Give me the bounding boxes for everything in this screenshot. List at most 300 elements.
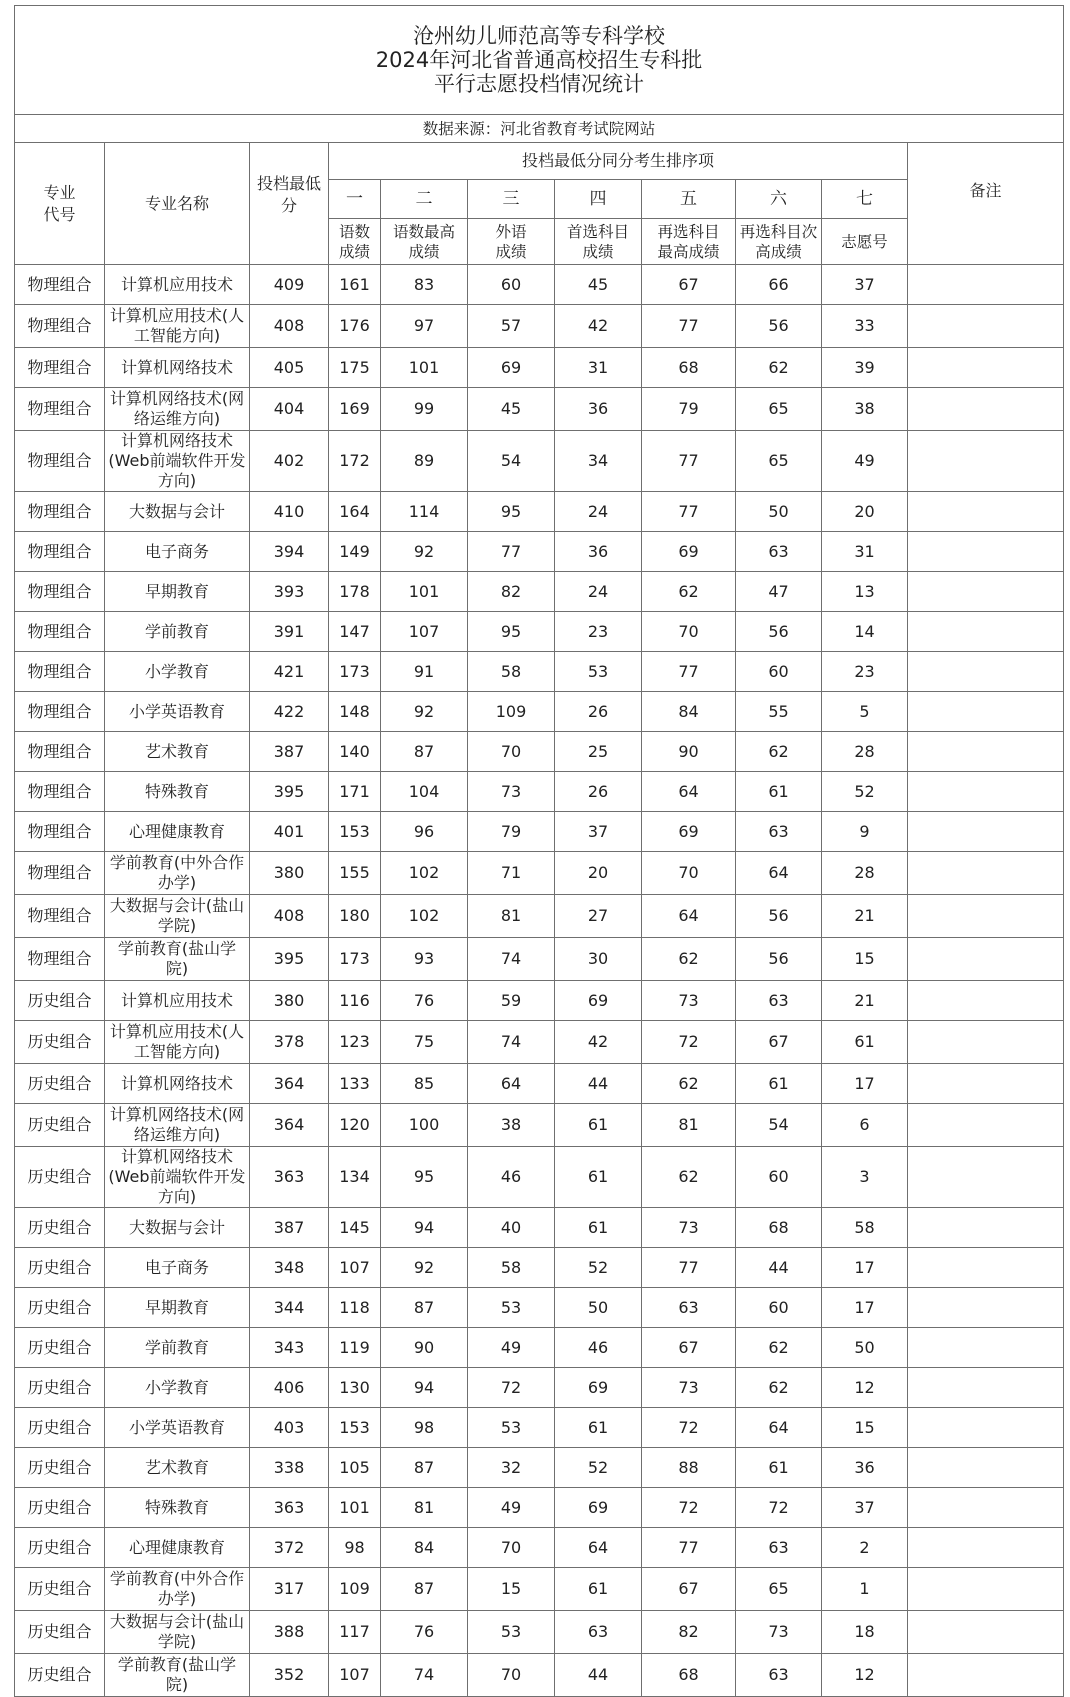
- rank-value-cell: 47: [736, 572, 822, 612]
- rank-value-cell: 118: [329, 1288, 381, 1328]
- title-line-1: 沧州幼儿师范高等专科学校: [413, 24, 666, 48]
- rank-value-cell: 18: [822, 1611, 908, 1654]
- rank-value-cell: 24: [555, 572, 642, 612]
- min-score-cell: 387: [250, 732, 329, 772]
- major-code-cell: 历史组合: [15, 1611, 105, 1654]
- rank-value-cell: 49: [468, 1328, 555, 1368]
- rank-value-cell: 53: [468, 1288, 555, 1328]
- rank-value-cell: 26: [555, 772, 642, 812]
- rank-value-cell: 77: [468, 532, 555, 572]
- rank-value-cell: 28: [822, 852, 908, 895]
- min-score-cell: 402: [250, 431, 329, 492]
- rank-value-cell: 23: [822, 652, 908, 692]
- table-row: [15, 652, 1064, 692]
- header-name: 专业名称: [105, 143, 250, 265]
- rank-value-cell: 65: [736, 1568, 822, 1611]
- rank-value-cell: 95: [381, 1147, 468, 1208]
- rank-value-cell: 54: [468, 431, 555, 492]
- sub-header-text: 首选科目 成绩: [566, 222, 629, 261]
- major-name-cell: 学前教育: [105, 612, 250, 652]
- major-name-cell: 电子商务: [105, 1248, 250, 1288]
- rank-value-cell: 77: [642, 1248, 736, 1288]
- table-row: [15, 348, 1064, 388]
- major-code-cell: 物理组合: [15, 431, 105, 492]
- rank-value-cell: 44: [555, 1064, 642, 1104]
- rank-value-cell: 69: [642, 532, 736, 572]
- rank-value-cell: 17: [822, 1288, 908, 1328]
- table-row: [15, 692, 1064, 732]
- min-score-cell: 410: [250, 492, 329, 532]
- major-code-cell: 物理组合: [15, 572, 105, 612]
- rank-value-cell: 15: [822, 938, 908, 981]
- table-row: [15, 1288, 1064, 1328]
- header-note-text: 备注: [969, 181, 1002, 200]
- major-code-cell: 历史组合: [15, 1368, 105, 1408]
- rank-value-cell: 50: [736, 492, 822, 532]
- major-name-cell: 计算机应用技术: [105, 981, 250, 1021]
- admission-statistics-sheet: [14, 5, 1063, 1697]
- rank-value-cell: 101: [329, 1488, 381, 1528]
- rank-value-cell: 114: [381, 492, 468, 532]
- rank-value-cell: 21: [822, 981, 908, 1021]
- major-name-cell: 学前教育(中外合作办学): [105, 1568, 250, 1611]
- rank-value-cell: 95: [468, 492, 555, 532]
- rank-value-cell: 63: [555, 1611, 642, 1654]
- rank-value-cell: 84: [381, 1528, 468, 1568]
- note-cell: [908, 1288, 1064, 1328]
- rank-value-cell: 92: [381, 692, 468, 732]
- min-score-cell: 363: [250, 1488, 329, 1528]
- rank-value-cell: 17: [822, 1064, 908, 1104]
- min-score-cell: 408: [250, 305, 329, 348]
- rank-value-cell: 25: [555, 732, 642, 772]
- rank-value-cell: 42: [555, 305, 642, 348]
- rank-value-cell: 21: [822, 895, 908, 938]
- rank-value-cell: 60: [736, 652, 822, 692]
- rank-value-cell: 153: [329, 1408, 381, 1448]
- rank-value-cell: 15: [822, 1408, 908, 1448]
- table-row: [15, 1248, 1064, 1288]
- table-row: [15, 1064, 1064, 1104]
- note-cell: [908, 652, 1064, 692]
- rank-value-cell: 96: [381, 812, 468, 852]
- table-body: [15, 265, 1064, 1697]
- rank-value-cell: 44: [736, 1248, 822, 1288]
- rank-value-cell: 130: [329, 1368, 381, 1408]
- rank-value-cell: 76: [381, 1611, 468, 1654]
- rank-value-cell: 9: [822, 812, 908, 852]
- header-code: [15, 143, 105, 265]
- rank-value-cell: 145: [329, 1208, 381, 1248]
- table-row: [15, 1611, 1064, 1654]
- table-title: [15, 6, 1064, 115]
- rank-value-cell: 109: [329, 1568, 381, 1611]
- major-name-cell: 计算机网络技术(Web前端软件开发方向): [105, 431, 250, 492]
- table-row: [15, 772, 1064, 812]
- header-min-score: [250, 143, 329, 265]
- table-row: [15, 1654, 1064, 1697]
- rank-value-cell: 38: [468, 1104, 555, 1147]
- rank-value-cell: 87: [381, 1448, 468, 1488]
- rank-value-cell: 2: [822, 1528, 908, 1568]
- rank-value-cell: 70: [642, 612, 736, 652]
- major-code-cell: 历史组合: [15, 1528, 105, 1568]
- major-code-cell: 物理组合: [15, 652, 105, 692]
- rank-value-cell: 73: [468, 772, 555, 812]
- header-note: [908, 143, 1064, 265]
- major-code-cell: 历史组合: [15, 1288, 105, 1328]
- rank-value-cell: 57: [468, 305, 555, 348]
- rank-value-cell: 64: [468, 1064, 555, 1104]
- rank-value-cell: 27: [555, 895, 642, 938]
- rank-value-cell: 81: [381, 1488, 468, 1528]
- rank-value-cell: 90: [381, 1328, 468, 1368]
- rank-value-cell: 90: [642, 732, 736, 772]
- header-code-text: 专业 代号: [43, 182, 76, 224]
- rank-value-cell: 180: [329, 895, 381, 938]
- sub-header-2: [381, 219, 468, 265]
- major-code-cell: 物理组合: [15, 388, 105, 431]
- rank-value-cell: 72: [642, 1408, 736, 1448]
- min-score-cell: 380: [250, 981, 329, 1021]
- rank-value-cell: 28: [822, 732, 908, 772]
- major-name-cell: 学前教育(盐山学院): [105, 938, 250, 981]
- min-score-cell: 363: [250, 1147, 329, 1208]
- rank-value-cell: 20: [555, 852, 642, 895]
- rank-value-cell: 63: [736, 1528, 822, 1568]
- rank-value-cell: 116: [329, 981, 381, 1021]
- note-cell: [908, 1104, 1064, 1147]
- rank-header-4: 四: [555, 180, 642, 219]
- rank-value-cell: 12: [822, 1654, 908, 1697]
- rank-value-cell: 64: [736, 852, 822, 895]
- rank-value-cell: 58: [468, 1248, 555, 1288]
- table-row: [15, 1568, 1064, 1611]
- rank-value-cell: 45: [555, 265, 642, 305]
- table-row: [15, 1448, 1064, 1488]
- note-cell: [908, 1147, 1064, 1208]
- rank-header-7: 七: [822, 180, 908, 219]
- min-score-cell: 343: [250, 1328, 329, 1368]
- rank-value-cell: 67: [736, 1021, 822, 1064]
- rank-value-cell: 79: [468, 812, 555, 852]
- rank-value-cell: 56: [736, 895, 822, 938]
- min-score-cell: 348: [250, 1248, 329, 1288]
- note-cell: [908, 431, 1064, 492]
- note-cell: [908, 1528, 1064, 1568]
- min-score-cell: 364: [250, 1104, 329, 1147]
- note-cell: [908, 895, 1064, 938]
- major-code-cell: 历史组合: [15, 1448, 105, 1488]
- rank-value-cell: 45: [468, 388, 555, 431]
- header-tie-group: 投档最低分同分考生排序项: [329, 143, 908, 180]
- note-cell: [908, 1611, 1064, 1654]
- rank-value-cell: 64: [555, 1528, 642, 1568]
- note-cell: [908, 938, 1064, 981]
- rank-value-cell: 36: [555, 388, 642, 431]
- major-name-cell: 小学教育: [105, 1368, 250, 1408]
- major-name-cell: 电子商务: [105, 532, 250, 572]
- note-cell: [908, 1328, 1064, 1368]
- table-row: [15, 1147, 1064, 1208]
- rank-value-cell: 71: [468, 852, 555, 895]
- rank-value-cell: 107: [381, 612, 468, 652]
- rank-value-cell: 105: [329, 1448, 381, 1488]
- table-row: [15, 895, 1064, 938]
- rank-value-cell: 52: [555, 1448, 642, 1488]
- note-cell: [908, 1021, 1064, 1064]
- rank-value-cell: 44: [555, 1654, 642, 1697]
- rank-value-cell: 62: [736, 732, 822, 772]
- rank-value-cell: 67: [642, 1328, 736, 1368]
- sub-header-4: [555, 219, 642, 265]
- min-score-cell: 422: [250, 692, 329, 732]
- rank-value-cell: 58: [822, 1208, 908, 1248]
- rank-value-cell: 94: [381, 1208, 468, 1248]
- note-cell: [908, 265, 1064, 305]
- rank-value-cell: 82: [642, 1611, 736, 1654]
- major-name-cell: 小学英语教育: [105, 692, 250, 732]
- rank-value-cell: 56: [736, 305, 822, 348]
- major-name-cell: 计算机网络技术(网络运维方向): [105, 388, 250, 431]
- rank-value-cell: 73: [642, 1208, 736, 1248]
- rank-value-cell: 62: [736, 348, 822, 388]
- rank-value-cell: 53: [468, 1611, 555, 1654]
- note-cell: [908, 692, 1064, 732]
- rank-value-cell: 31: [822, 532, 908, 572]
- table-row: [15, 852, 1064, 895]
- major-code-cell: 历史组合: [15, 1408, 105, 1448]
- sub-header-text: 语数 成绩: [338, 222, 370, 261]
- rank-value-cell: 26: [555, 692, 642, 732]
- rank-value-cell: 42: [555, 1021, 642, 1064]
- rank-value-cell: 72: [642, 1488, 736, 1528]
- major-name-cell: 大数据与会计: [105, 1208, 250, 1248]
- note-cell: [908, 812, 1064, 852]
- rank-value-cell: 84: [642, 692, 736, 732]
- table-row: [15, 812, 1064, 852]
- rank-value-cell: 119: [329, 1328, 381, 1368]
- rank-value-cell: 20: [822, 492, 908, 532]
- rank-value-cell: 60: [736, 1147, 822, 1208]
- min-score-cell: 387: [250, 1208, 329, 1248]
- rank-value-cell: 23: [555, 612, 642, 652]
- sub-header-1: [329, 219, 381, 265]
- sub-header-text: 志愿号: [841, 232, 888, 251]
- rank-value-cell: 32: [468, 1448, 555, 1488]
- rank-value-cell: 17: [822, 1248, 908, 1288]
- rank-value-cell: 61: [555, 1408, 642, 1448]
- title-line-3: 平行志愿投档情况统计: [434, 72, 645, 96]
- sub-header-text: 再选科目次 高成绩: [739, 222, 818, 261]
- major-name-cell: 计算机应用技术: [105, 265, 250, 305]
- rank-value-cell: 81: [468, 895, 555, 938]
- rank-value-cell: 171: [329, 772, 381, 812]
- major-name-cell: 心理健康教育: [105, 812, 250, 852]
- rank-value-cell: 61: [555, 1568, 642, 1611]
- rank-value-cell: 97: [381, 305, 468, 348]
- rank-value-cell: 77: [642, 492, 736, 532]
- table-row: [15, 572, 1064, 612]
- rank-value-cell: 95: [468, 612, 555, 652]
- rank-header-1: 一: [329, 180, 381, 219]
- sub-header-6: [736, 219, 822, 265]
- major-code-cell: 历史组合: [15, 1021, 105, 1064]
- table-row: [15, 1208, 1064, 1248]
- major-code-cell: 历史组合: [15, 1328, 105, 1368]
- rank-value-cell: 37: [555, 812, 642, 852]
- rank-value-cell: 5: [822, 692, 908, 732]
- major-code-cell: 物理组合: [15, 532, 105, 572]
- rank-value-cell: 93: [381, 938, 468, 981]
- note-cell: [908, 732, 1064, 772]
- rank-value-cell: 49: [468, 1488, 555, 1528]
- rank-value-cell: 74: [468, 1021, 555, 1064]
- rank-value-cell: 75: [381, 1021, 468, 1064]
- rank-value-cell: 13: [822, 572, 908, 612]
- rank-value-cell: 62: [642, 938, 736, 981]
- major-name-cell: 早期教育: [105, 1288, 250, 1328]
- min-score-cell: 378: [250, 1021, 329, 1064]
- min-score-cell: 408: [250, 895, 329, 938]
- rank-value-cell: 87: [381, 1568, 468, 1611]
- table-row: [15, 1104, 1064, 1147]
- sub-header-text: 语数最高 成绩: [392, 222, 455, 261]
- rank-value-cell: 62: [736, 1328, 822, 1368]
- rank-value-cell: 70: [468, 732, 555, 772]
- rank-value-cell: 99: [381, 388, 468, 431]
- rank-value-cell: 173: [329, 938, 381, 981]
- rank-value-cell: 92: [381, 532, 468, 572]
- rank-value-cell: 64: [642, 772, 736, 812]
- major-name-cell: 特殊教育: [105, 772, 250, 812]
- rank-value-cell: 178: [329, 572, 381, 612]
- rank-value-cell: 79: [642, 388, 736, 431]
- rank-value-cell: 34: [555, 431, 642, 492]
- major-name-cell: 心理健康教育: [105, 1528, 250, 1568]
- min-score-cell: 317: [250, 1568, 329, 1611]
- min-score-cell: 395: [250, 772, 329, 812]
- major-name-cell: 大数据与会计(盐山学院): [105, 1611, 250, 1654]
- data-source: 数据来源：河北省教育考试院网站: [15, 115, 1064, 143]
- min-score-cell: 352: [250, 1654, 329, 1697]
- rank-value-cell: 85: [381, 1064, 468, 1104]
- note-cell: [908, 981, 1064, 1021]
- rank-value-cell: 87: [381, 1288, 468, 1328]
- major-name-cell: 学前教育: [105, 1328, 250, 1368]
- min-score-cell: 364: [250, 1064, 329, 1104]
- major-name-cell: 计算机网络技术(Web前端软件开发方向): [105, 1147, 250, 1208]
- rank-value-cell: 62: [736, 1368, 822, 1408]
- major-code-cell: 物理组合: [15, 692, 105, 732]
- table-row: [15, 532, 1064, 572]
- rank-value-cell: 37: [822, 1488, 908, 1528]
- rank-value-cell: 123: [329, 1021, 381, 1064]
- rank-value-cell: 67: [642, 265, 736, 305]
- rank-value-cell: 94: [381, 1368, 468, 1408]
- rank-value-cell: 155: [329, 852, 381, 895]
- note-cell: [908, 772, 1064, 812]
- rank-value-cell: 176: [329, 305, 381, 348]
- header-min-score-text: 投档最低 分: [256, 174, 321, 215]
- rank-value-cell: 140: [329, 732, 381, 772]
- major-name-cell: 大数据与会计(盐山学院): [105, 895, 250, 938]
- rank-value-cell: 46: [555, 1328, 642, 1368]
- rank-value-cell: 69: [642, 812, 736, 852]
- rank-value-cell: 3: [822, 1147, 908, 1208]
- rank-value-cell: 104: [381, 772, 468, 812]
- rank-value-cell: 61: [555, 1147, 642, 1208]
- sub-header-text: 再选科目 最高成绩: [657, 222, 720, 261]
- rank-value-cell: 76: [381, 981, 468, 1021]
- rank-value-cell: 92: [381, 1248, 468, 1288]
- rank-value-cell: 52: [555, 1248, 642, 1288]
- major-name-cell: 小学英语教育: [105, 1408, 250, 1448]
- min-score-cell: 391: [250, 612, 329, 652]
- rank-value-cell: 12: [822, 1368, 908, 1408]
- sub-header-3: [468, 219, 555, 265]
- rank-value-cell: 83: [381, 265, 468, 305]
- rank-value-cell: 36: [555, 532, 642, 572]
- rank-value-cell: 61: [736, 1064, 822, 1104]
- major-name-cell: 小学教育: [105, 652, 250, 692]
- note-cell: [908, 1568, 1064, 1611]
- rank-value-cell: 169: [329, 388, 381, 431]
- rank-value-cell: 88: [642, 1448, 736, 1488]
- major-name-cell: 计算机网络技术: [105, 348, 250, 388]
- rank-value-cell: 37: [822, 265, 908, 305]
- rank-value-cell: 73: [642, 981, 736, 1021]
- major-code-cell: 物理组合: [15, 895, 105, 938]
- min-score-cell: 338: [250, 1448, 329, 1488]
- table-row: [15, 265, 1064, 305]
- rank-value-cell: 15: [468, 1568, 555, 1611]
- rank-value-cell: 69: [555, 1368, 642, 1408]
- major-code-cell: 历史组合: [15, 1654, 105, 1697]
- rank-value-cell: 109: [468, 692, 555, 732]
- note-cell: [908, 1408, 1064, 1448]
- major-code-cell: 物理组合: [15, 265, 105, 305]
- rank-value-cell: 55: [736, 692, 822, 732]
- rank-value-cell: 81: [642, 1104, 736, 1147]
- rank-value-cell: 49: [822, 431, 908, 492]
- rank-value-cell: 56: [736, 612, 822, 652]
- rank-value-cell: 70: [642, 852, 736, 895]
- rank-value-cell: 77: [642, 652, 736, 692]
- table-row: [15, 1368, 1064, 1408]
- min-score-cell: 403: [250, 1408, 329, 1448]
- rank-value-cell: 61: [736, 1448, 822, 1488]
- rank-value-cell: 117: [329, 1611, 381, 1654]
- note-cell: [908, 532, 1064, 572]
- rank-value-cell: 14: [822, 612, 908, 652]
- table-row: [15, 1488, 1064, 1528]
- rank-value-cell: 107: [329, 1654, 381, 1697]
- major-code-cell: 历史组合: [15, 1208, 105, 1248]
- rank-value-cell: 70: [468, 1528, 555, 1568]
- note-cell: [908, 1448, 1064, 1488]
- min-score-cell: 372: [250, 1528, 329, 1568]
- rank-value-cell: 39: [822, 348, 908, 388]
- min-score-cell: 388: [250, 1611, 329, 1654]
- note-cell: [908, 492, 1064, 532]
- admission-table: [14, 5, 1064, 1697]
- rank-value-cell: 173: [329, 652, 381, 692]
- min-score-cell: 406: [250, 1368, 329, 1408]
- rank-value-cell: 61: [555, 1104, 642, 1147]
- min-score-cell: 409: [250, 265, 329, 305]
- major-code-cell: 历史组合: [15, 1064, 105, 1104]
